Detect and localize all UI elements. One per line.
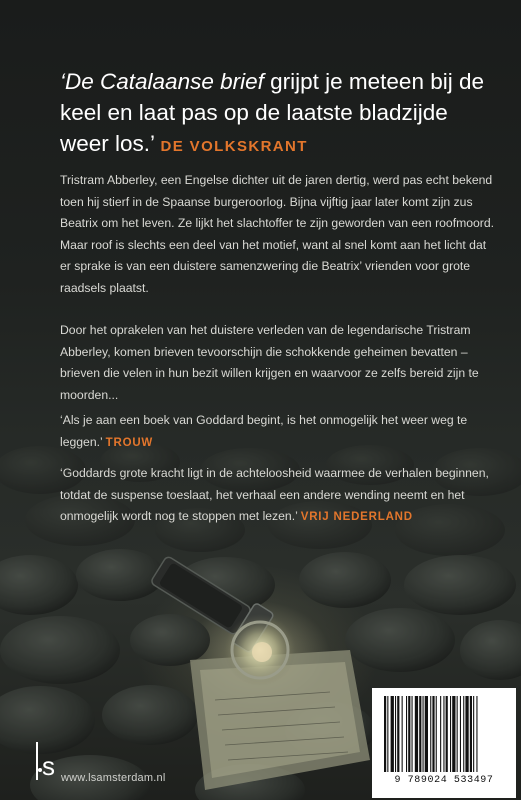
barcode-bar (423, 696, 424, 772)
barcode-bar (440, 696, 441, 772)
headline-quote-text: grijpt je meteen bij de keel en laat pas op de laatste bladzijde weer los.’ (60, 69, 484, 156)
barcode-bar (457, 696, 458, 772)
barcode-bar (463, 696, 464, 772)
barcode-bar (391, 696, 394, 772)
headline-quote (60, 66, 500, 162)
isbn-barcode (372, 688, 516, 798)
barcode-bar (432, 696, 434, 772)
barcode-bars (372, 688, 516, 778)
publisher-website: www.lsamsterdam.nl (61, 772, 166, 784)
barcode-bar (406, 696, 407, 772)
barcode-bar (460, 696, 461, 772)
barcode-bar (395, 696, 396, 772)
isbn-number: 9 789024 533497 (394, 775, 494, 786)
book-title-in-quote: ‘De Catalaanse brief (60, 69, 264, 94)
barcode-bar (436, 696, 437, 772)
quote-source-trouw: TROUW (105, 436, 154, 449)
barcode-bar (387, 696, 388, 772)
synopsis-paragraph-1: Tristram Abberley, een Engelse dichter uit de jaren dertig, werd pas echt bekend toen hij stierf in de Spaanse burgeroorlog. Bijna vijftig jaar later komt zijn zus Beatrix om het leven. Ze lijkt het slachtoffer te zijn geworden van een roofmoord. Maar roof is slechts een deel van het motief, want al snel komt aan het licht dat er sprake is van een duistere samenzwering die Beatrix’ vrienden voor grote raadsels plaatst. (60, 173, 495, 295)
barcode-bar (465, 696, 468, 772)
publisher-logo-bar (36, 742, 38, 780)
synopsis-paragraph-2: Door het oprakelen van het duistere verleden van de legendarische Tristram Abberley, komen brieven tevoorschijn die schokkende geheimen bevatten – brieven die velen in hun bezit willen krijgen en waarvoor ze zelfs bereid zijn te moorden... (60, 323, 479, 402)
barcode-bar (473, 696, 474, 772)
barcode-bar (425, 696, 428, 772)
barcode-bar (450, 696, 451, 772)
barcode-bar (446, 696, 448, 772)
barcode-bar (443, 696, 444, 772)
barcode-bar (397, 696, 399, 772)
barcode-bar (430, 696, 431, 772)
review-quote-text: ‘Als je aan een boek van Goddard begint, is het onmogelijk het weer weg te leggen.’ (60, 413, 468, 449)
review-quote-text: ‘Goddards grote kracht ligt in de achteloosheid waarmee de verhalen beginnen, totdat de suspense toeslaat, het verhaal een andere wending neemt en het onmogelijk wordt nog te stoppen met lezen.’ (60, 466, 489, 523)
barcode-bar (384, 696, 386, 772)
publisher-logo-letter: s (42, 751, 55, 781)
barcode-bar (476, 696, 477, 772)
barcode-bar (419, 696, 421, 772)
barcode-bar (408, 696, 410, 772)
barcode-bar (412, 696, 413, 772)
barcode-bar (415, 696, 418, 772)
barcode-bar (470, 696, 472, 772)
barcode-bar (452, 696, 455, 772)
quote-source-vrij-nederland: VRIJ NEDERLAND (300, 511, 413, 523)
barcode-bar (402, 696, 403, 772)
review-quote-vrij-nederland (60, 463, 500, 529)
quote-source-volkskrant: DE VOLKSKRANT (160, 138, 308, 155)
review-quote-trouw (60, 410, 500, 454)
